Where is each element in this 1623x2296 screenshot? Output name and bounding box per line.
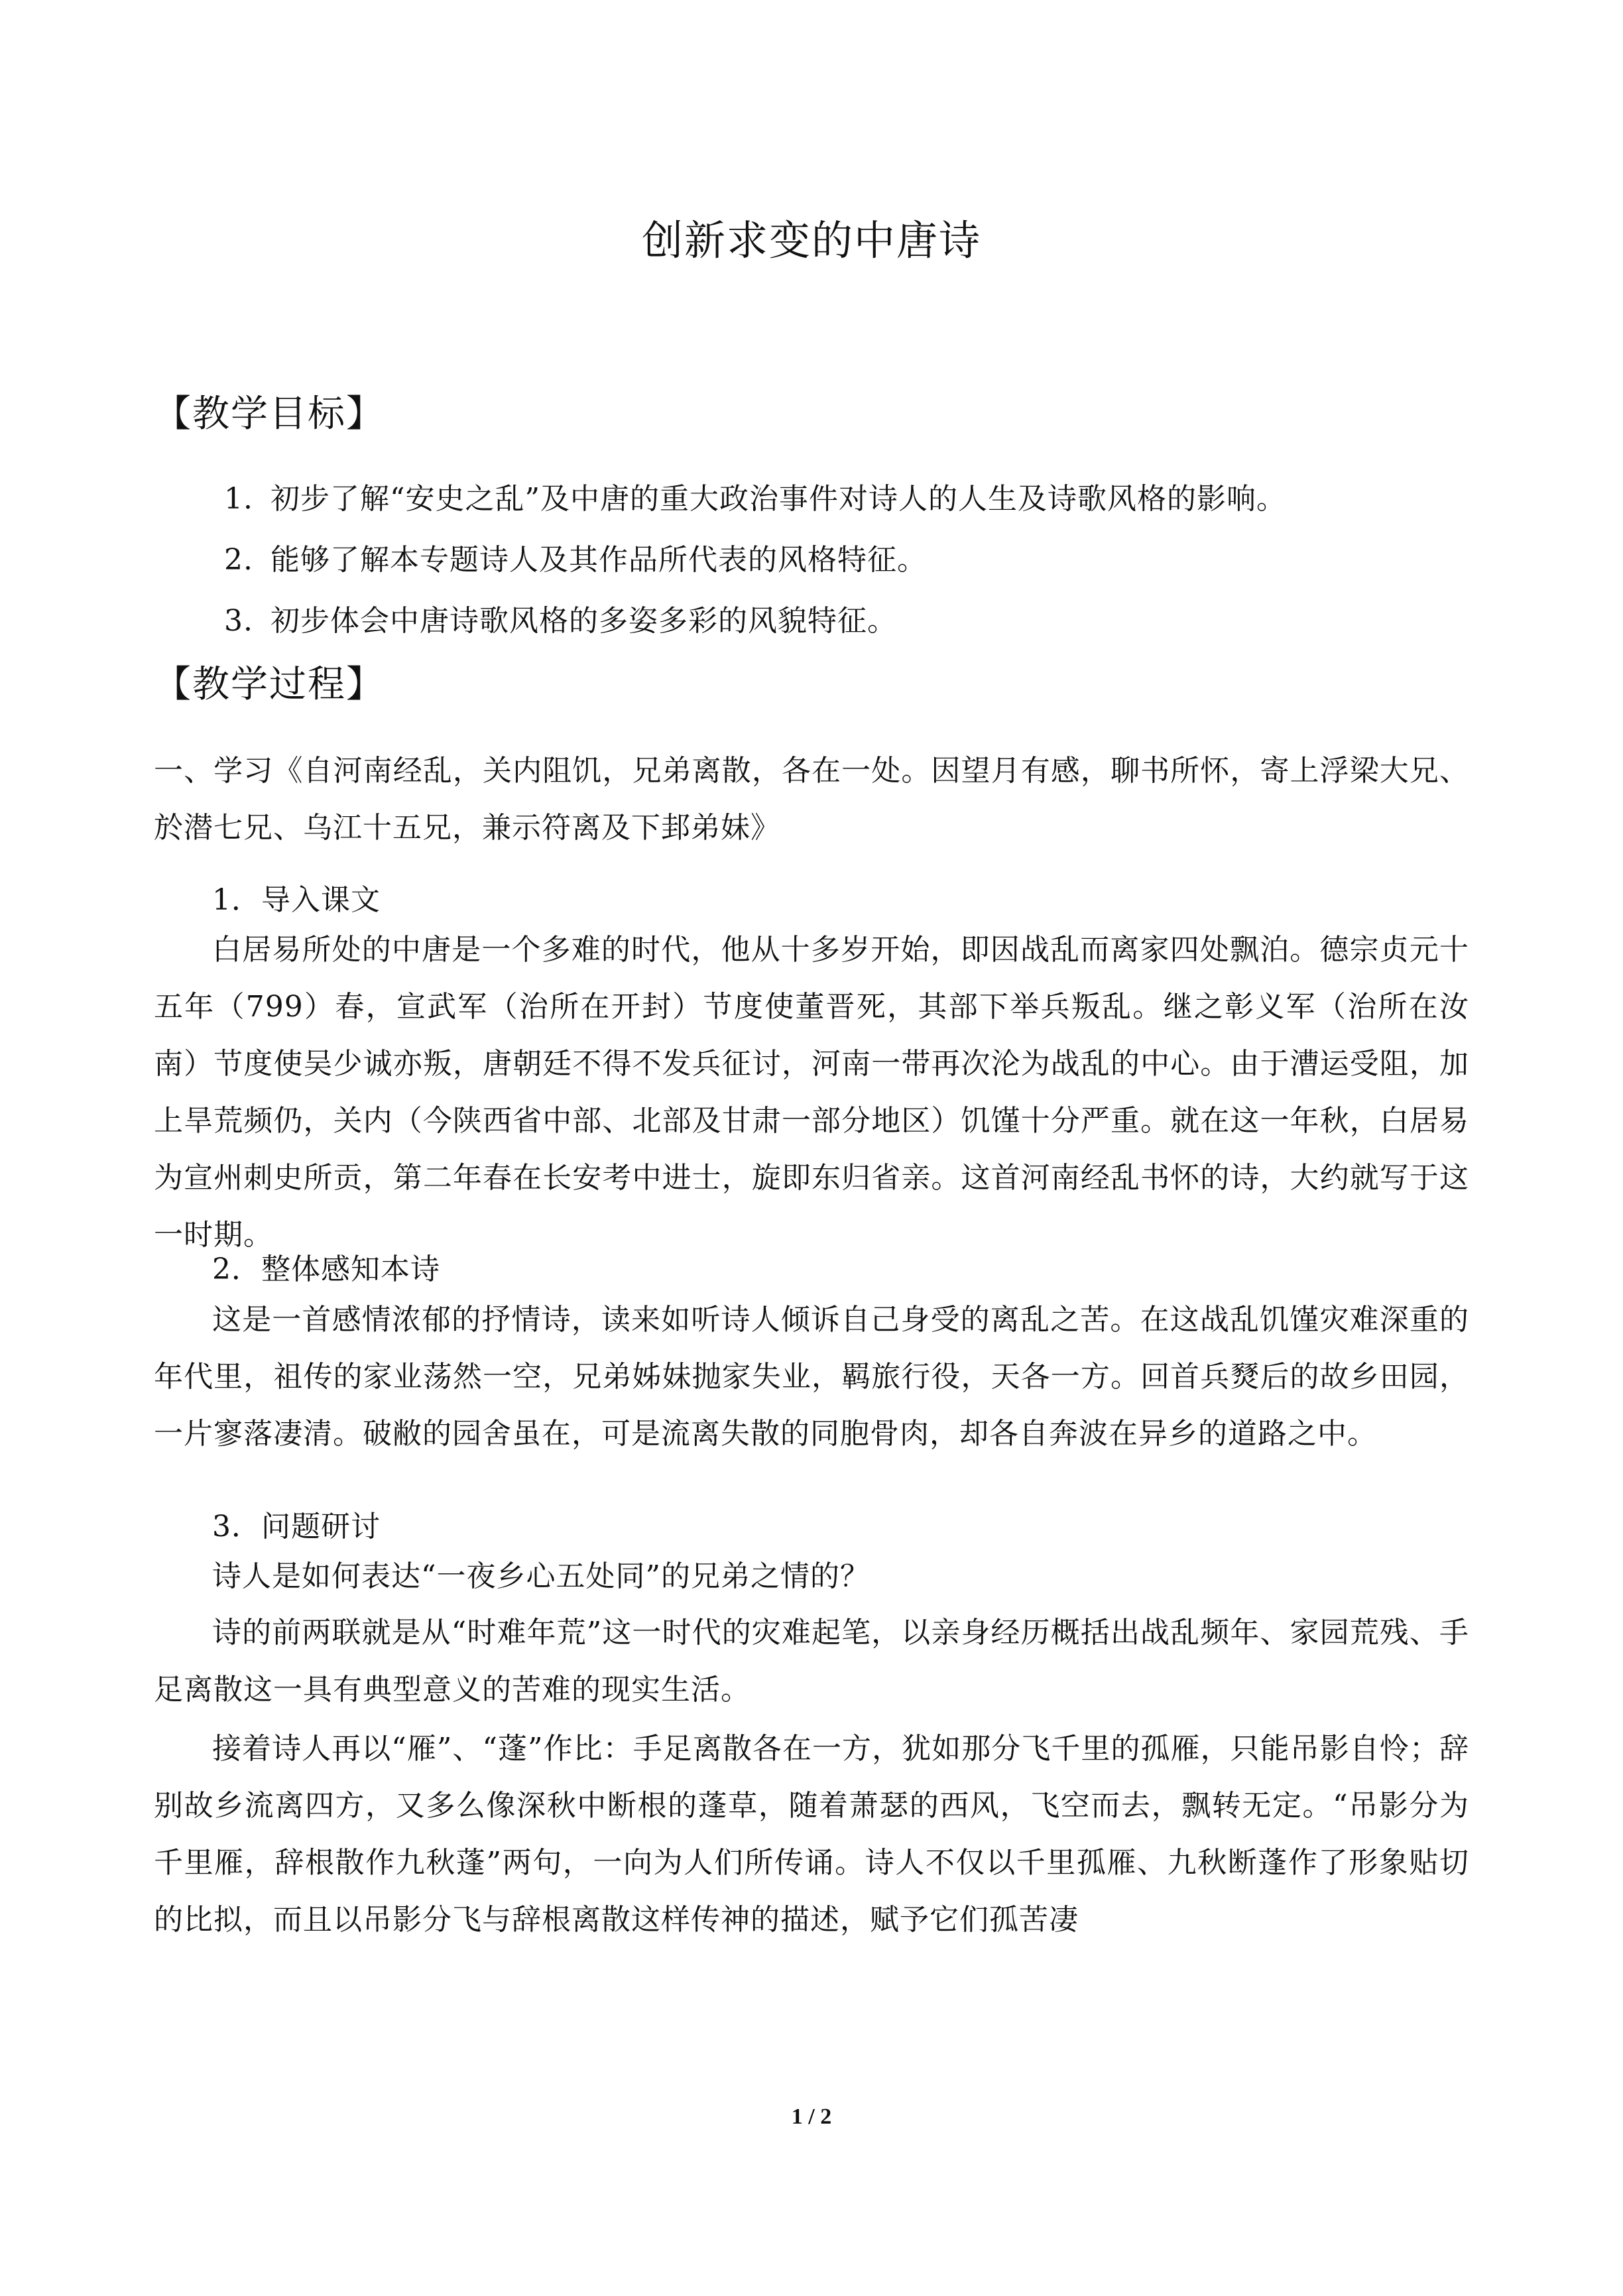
goal-text: 初步体会中唐诗歌风格的多姿多彩的风貌特征。 (270, 604, 897, 638)
goal-text: 初步了解“安史之乱”及中唐的重大政治事件对诗人的人生及诗歌风格的影响。 (270, 482, 1286, 516)
goal-item-3 (224, 598, 897, 644)
page-title: 创新求变的中唐诗 (641, 216, 981, 265)
teaching-goals-heading: 【教学目标】 (154, 393, 385, 436)
goal-item-1 (224, 476, 1286, 522)
goal-item-2 (224, 537, 927, 583)
step3-question: 诗人是如何表达“一夜乡心五处同”的兄弟之情的？ (212, 1559, 870, 1593)
step3-title: 3．问题研讨 (212, 1510, 381, 1543)
step1-title: 1．导入课文 (212, 883, 381, 917)
step2-paragraph: 这是一首感情浓郁的抒情诗，读来如听诗人倾诉自己身受的离乱之苦。在这战乱饥馑灾难深重的年代里，祖传的家业荡然一空，兄弟姊妹抛家失业，羁旅行役，天各一方。回首兵燹后的故乡田园，一片寥落凄清。破敝的园舍虽在，可是流离失散的同胞骨肉，却各自奔波在异乡的道路之中。 (154, 1303, 1469, 1451)
step1-paragraph: 白居易所处的中唐是一个多难的时代，他从十多岁开始，即因战乱而离家四处飘泊。德宗贞元十五年（799）春，宣武军（治所在开封）节度使董晋死，其部下举兵叛乱。继之彰义军（治所在汝南）节度使吴少诚亦叛，唐朝廷不得不发兵征讨，河南一带再次沦为战乱的中心。由于漕运受阻，加上旱荒频仍，关内（今陕西省中部、北部及甘肃一部分地区）饥馑十分严重。就在这一年秋，白居易为宣州刺史所贡，第二年春在长安考中进士，旋即东归省亲。这首河南经乱书怀的诗，大约就写于这一时期。 (154, 933, 1469, 1252)
teaching-process-heading: 【教学过程】 (154, 663, 385, 706)
page-number: 1 / 2 (791, 2104, 832, 2129)
goal-text: 能够了解本专题诗人及其作品所代表的风格特征。 (270, 543, 927, 577)
part-one-title: 一、学习《自河南经乱，关内阻饥，兄弟离散，各在一处。因望月有感，聊书所怀，寄上浮梁大兄、於潜七兄、乌江十五兄，兼示符离及下邽弟妹》 (154, 754, 1469, 845)
step3-paragraph-2: 接着诗人再以“雁”、“蓬”作比：手足离散各在一方，犹如那分飞千里的孤雁，只能吊影自怜；辞别故乡流离四方，又多么像深秋中断根的蓬草，随着萧瑟的西风，飞空而去，飘转无定。“吊影分为千里雁，辞根散作九秋蓬”两句，一向为人们所传诵。诗人不仅以千里孤雁、九秋断蓬作了形象贴切的比拟，而且以吊影分飞与辞根离散这样传神的描述，赋予它们孤苦凄 (154, 1732, 1469, 1937)
goal-number: 2. (224, 543, 253, 577)
goal-number: 3. (224, 604, 253, 638)
goal-number: 1. (224, 482, 253, 516)
step3-paragraph-1: 诗的前两联就是从“时难年荒”这一时代的灾难起笔，以亲身经历概括出战乱频年、家园荒残、手足离散这一具有典型意义的苦难的现实生活。 (154, 1616, 1469, 1707)
step2-title: 2．整体感知本诗 (212, 1252, 440, 1286)
